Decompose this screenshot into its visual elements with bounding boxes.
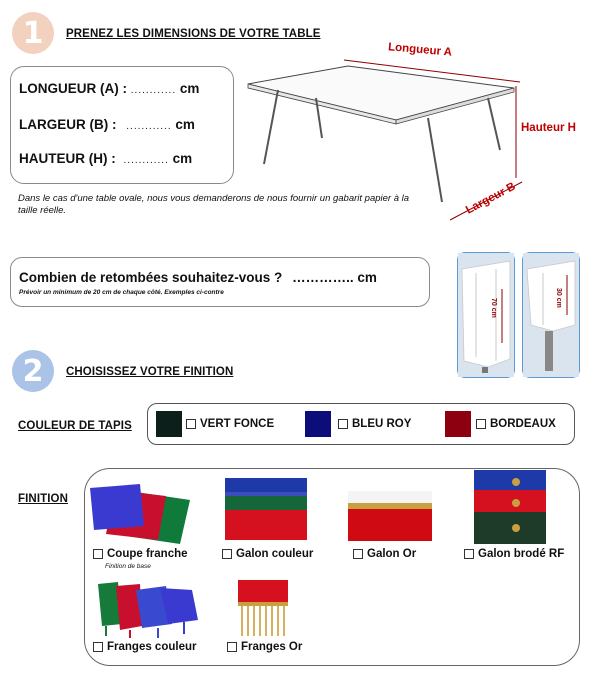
coupe-franche-sub: Finition de base [105,563,151,570]
color-options-box [147,403,575,445]
franges-couleur-image [96,580,200,638]
drop-example-70-label: 70 cm [490,298,497,318]
bleu-roy-checkbox[interactable] [338,419,348,429]
franges-or-checkbox[interactable] [227,642,237,652]
drop-example-30-label: 30 cm [555,288,562,308]
hauteur-label: Hauteur H [521,122,576,134]
coupe-franche-image [88,482,192,550]
bleu-roy-swatch [305,411,331,437]
dimensions-box [10,66,234,184]
step-1-title: PRENEZ LES DIMENSIONS DE VOTRE TABLE [66,28,321,40]
franges-or-image [238,580,288,638]
tablecloth-short-photo [523,253,579,377]
drop-input[interactable]: ………….. [292,270,354,285]
width-input[interactable]: ............ [126,121,172,132]
width-label: LARGEUR (B) : [19,117,117,132]
galon-couleur-label: Galon couleur [236,548,314,560]
galon-couleur-checkbox[interactable] [222,549,232,559]
length-unit: cm [179,81,200,96]
galon-or-checkbox[interactable] [353,549,363,559]
galon-couleur-option[interactable] [222,548,313,560]
drop-box [10,257,430,307]
vert-fonce-checkbox[interactable] [186,419,196,429]
vert-fonce-swatch [156,411,182,437]
bordeaux-option[interactable] [476,418,556,430]
length-row [19,81,199,96]
galon-couleur-image [225,478,307,540]
step-2-number: 2 [22,353,44,389]
bordeaux-label: BORDEAUX [490,418,556,430]
galon-or-label: Galon Or [367,548,417,560]
length-label: LONGUEUR (A) : [19,81,127,96]
length-input[interactable]: ............ [130,85,177,96]
galon-brode-rf-checkbox[interactable] [464,549,474,559]
bordeaux-swatch [445,411,471,437]
drop-hint: Prévoir un minimum de 20 cm de chaque côté. Exemples ci-contre [19,289,224,296]
vert-fonce-option[interactable] [186,418,274,430]
table-diagram [238,38,598,238]
oval-table-note: Dans le cas d'une table ovale, nous vous demanderons de nous fournir un gabarit papier à la taille réelle. [18,193,410,216]
drop-question-row [19,270,377,285]
height-row [19,151,192,166]
longueur-label: Longueur A [387,41,453,59]
drop-example-30 [522,252,580,378]
width-row [19,117,195,132]
galon-brode-rf-image [474,470,546,544]
tablecloth-long-photo [458,253,514,377]
finition-label: FINITION [18,493,68,505]
galon-or-option[interactable] [353,548,416,560]
coupe-franche-checkbox[interactable] [93,549,103,559]
vert-fonce-label: VERT FONCE [200,418,275,430]
coupe-franche-label: Coupe franche [107,548,188,560]
height-unit: cm [172,151,193,166]
galon-brode-rf-option[interactable] [464,548,564,560]
largeur-label: Largeur B [464,180,518,217]
franges-couleur-option[interactable] [93,641,196,653]
drop-question: Combien de retombées souhaitez-vous ? [19,270,283,285]
step-1-badge [12,12,54,54]
bleu-roy-option[interactable] [338,418,411,430]
franges-couleur-checkbox[interactable] [93,642,103,652]
bordeaux-checkbox[interactable] [476,419,486,429]
coupe-franche-option[interactable] [93,548,188,560]
color-label: COULEUR DE TAPIS [18,420,132,432]
franges-couleur-label: Franges couleur [107,641,197,653]
drop-example-70 [457,252,515,378]
width-unit: cm [175,117,195,132]
galon-brode-rf-label: Galon brodé RF [478,548,565,560]
step-2-title: CHOISISSEZ VOTRE FINITION [66,366,234,378]
franges-or-option[interactable] [227,641,302,653]
drop-unit: cm [357,270,377,285]
galon-or-image [348,491,432,541]
bleu-roy-label: BLEU ROY [352,418,412,430]
height-input[interactable]: ............ [123,155,169,166]
step-2-badge [12,350,54,392]
height-label: HAUTEUR (H) : [19,151,116,166]
step-1-number: 1 [22,15,44,51]
franges-or-label: Franges Or [241,641,303,653]
